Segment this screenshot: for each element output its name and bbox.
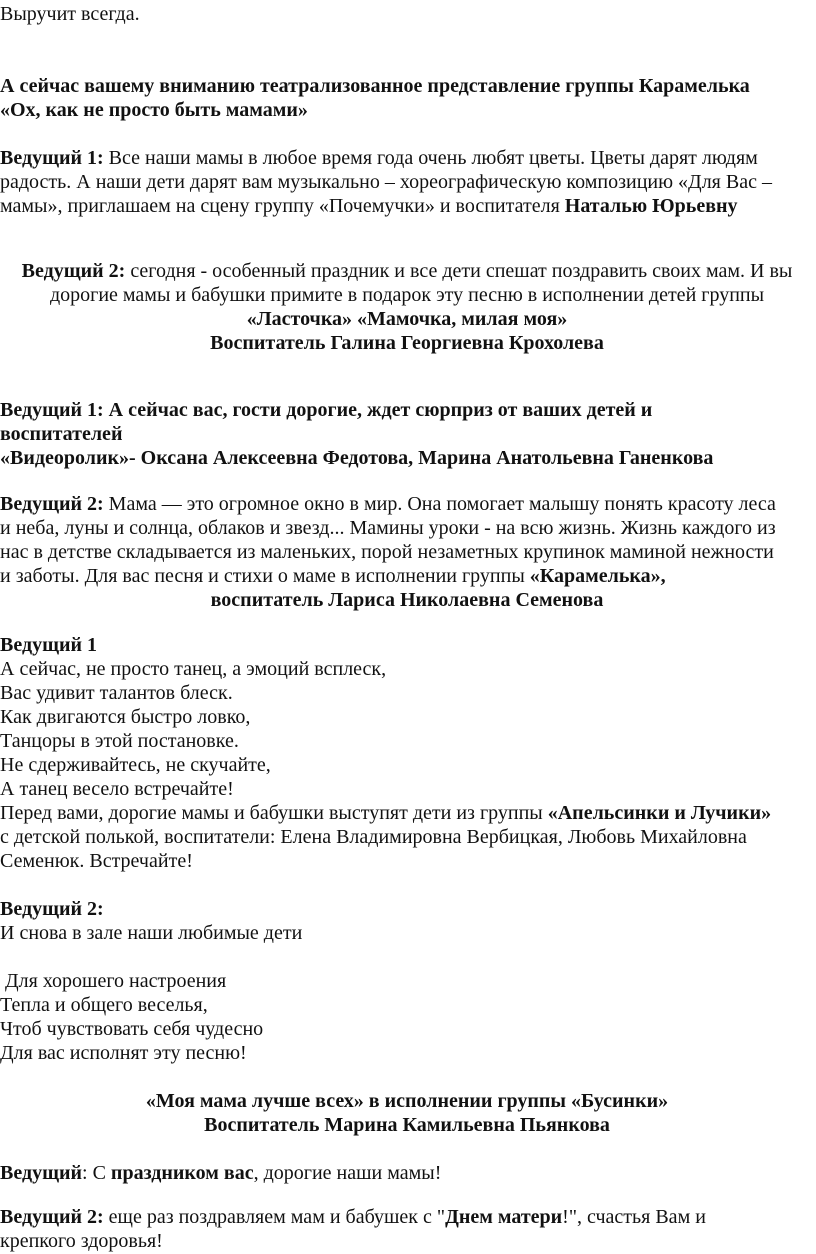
paragraph-text: Мама — это огромное окно в мир. Она помогает малышу понять красоту леса [103, 493, 776, 515]
paragraph-host1-dance [0, 633, 814, 873]
paragraph-text: сегодня - особенный праздник и все дети спешат поздравить своих мам. И вы [125, 260, 793, 282]
announcement-line-1a: А сейчас вашему вниманию [0, 75, 260, 97]
paragraph-host2-song [0, 259, 814, 355]
paragraph-text: с детской полькой, воспитатели: Елена Владимировна Вербицкая, Любовь Михайловна [0, 826, 747, 848]
paragraph-text: дорогие мамы и бабушки примите в подарок эту песню в исполнении детей группы [49, 284, 765, 306]
teacher-name: Воспитатель Марина Камильевна Пьянкова [204, 1114, 610, 1136]
verse-block [0, 969, 814, 1065]
intro-text: Выручит всегда. [0, 3, 140, 25]
paragraph-bold-text: Днем матери [445, 1206, 563, 1228]
paragraph-bold-text: воспитателей [0, 423, 123, 445]
announcement-title: «Ох, как не просто быть мамами» [0, 99, 308, 121]
paragraph-text: еще раз поздравляем мам и бабушек с " [103, 1206, 446, 1228]
speaker-label: Ведущий 2: [0, 898, 104, 920]
verse-line: Чтоб чувствовать себя чудесно [0, 1018, 264, 1040]
paragraph-bold-text: праздником вас [110, 1162, 254, 1184]
paragraph-host2-verse [0, 897, 814, 945]
verse-line: Для хорошего настроения [0, 970, 227, 992]
verse-line: Тепла и общего веселья, [0, 994, 208, 1016]
paragraph-host1-video [0, 398, 814, 470]
video-credits: «Видеоролик»- Оксана Алексеевна Федотова, Марина Анатольевна Ганенкова [0, 447, 714, 469]
paragraph-text: Перед вами, дорогие мамы и бабушки выступят дети из группы [0, 802, 548, 824]
speaker-label: Ведущий [0, 1162, 83, 1184]
verse-line: Вас удивит талантов блеск. [0, 682, 233, 704]
speaker-label: Ведущий 2: [21, 260, 126, 282]
paragraph-text: !", счастья Вам и [562, 1206, 706, 1228]
speaker-label: Ведущий 1 [0, 634, 98, 656]
verse-line: Танцоры в этой постановке. [0, 730, 239, 752]
paragraph-text: И снова в зале наши любимые дети [0, 922, 303, 944]
song-title: «Ласточка» «Мамочка, милая моя» [246, 308, 568, 330]
song-announcement [0, 1089, 814, 1137]
intro-line [0, 2, 814, 26]
song-title: «Моя мама лучше всех» в исполнении группы «Бусинки» [145, 1090, 669, 1112]
speaker-label: Ведущий 1: [0, 147, 104, 169]
paragraph-host-greeting [0, 1161, 814, 1185]
paragraph-text: крепкого здоровья! [0, 1230, 163, 1252]
verse-line: Для вас исполнят эту песню! [0, 1042, 247, 1064]
teacher-name: Наталью Юрьевну [564, 195, 738, 217]
group-name: «Апельсинки и Лучики» [547, 802, 772, 824]
paragraph-text: нас в детстве складывается из маленьких, порой незаметных крупинок маминой нежности [0, 541, 774, 563]
paragraph-text: радость. А наши дети дарят вам музыкально – хореографическую композицию «Для Вас – [0, 171, 772, 193]
paragraph-text: мамы», приглашаем на сцену группу «Почемучки» и воспитателя [0, 195, 565, 217]
paragraph-host1-flowers [0, 146, 814, 218]
paragraph-text: , дорогие наши мамы! [253, 1162, 442, 1184]
verse-line: А танец весело встречайте! [0, 778, 234, 800]
speaker-label: Ведущий 2: [0, 1206, 104, 1228]
verse-line: А сейчас, не просто танец, а эмоций всплеск, [0, 658, 387, 680]
paragraph-host2-final [0, 1205, 814, 1253]
paragraph-text: Семенюк. Встречайте! [0, 850, 193, 872]
group-name: «Карамелька», [529, 565, 666, 587]
paragraph-text: Все наши мамы в любое время года очень любят цветы. Цветы дарят людям [103, 147, 758, 169]
speaker-label: Ведущий 2: [0, 493, 104, 515]
paragraph-text: : С [82, 1162, 111, 1184]
announcement [0, 74, 814, 122]
teacher-name: воспитатель Лариса Николаевна Семенова [210, 589, 604, 611]
teacher-name: Воспитатель Галина Георгиевна Крохолева [210, 332, 604, 354]
verse-line: Не сдерживайтесь, не скучайте, [0, 754, 271, 776]
verse-line: Как двигаются быстро ловко, [0, 706, 251, 728]
paragraph-text: и заботы. Для вас песня и стихи о маме в исполнении группы [0, 565, 530, 587]
paragraph-host2-mother [0, 492, 814, 612]
announcement-line-1b: театрализованное представление группы Карамелька [259, 75, 750, 97]
paragraph-bold-text: Ведущий 1: А сейчас вас, гости дорогие, ждет сюрприз от ваших детей и [0, 399, 653, 421]
paragraph-text: и неба, луны и солнца, облаков и звезд... Мамины уроки - на всю жизнь. Жизнь каждого из [0, 517, 776, 539]
